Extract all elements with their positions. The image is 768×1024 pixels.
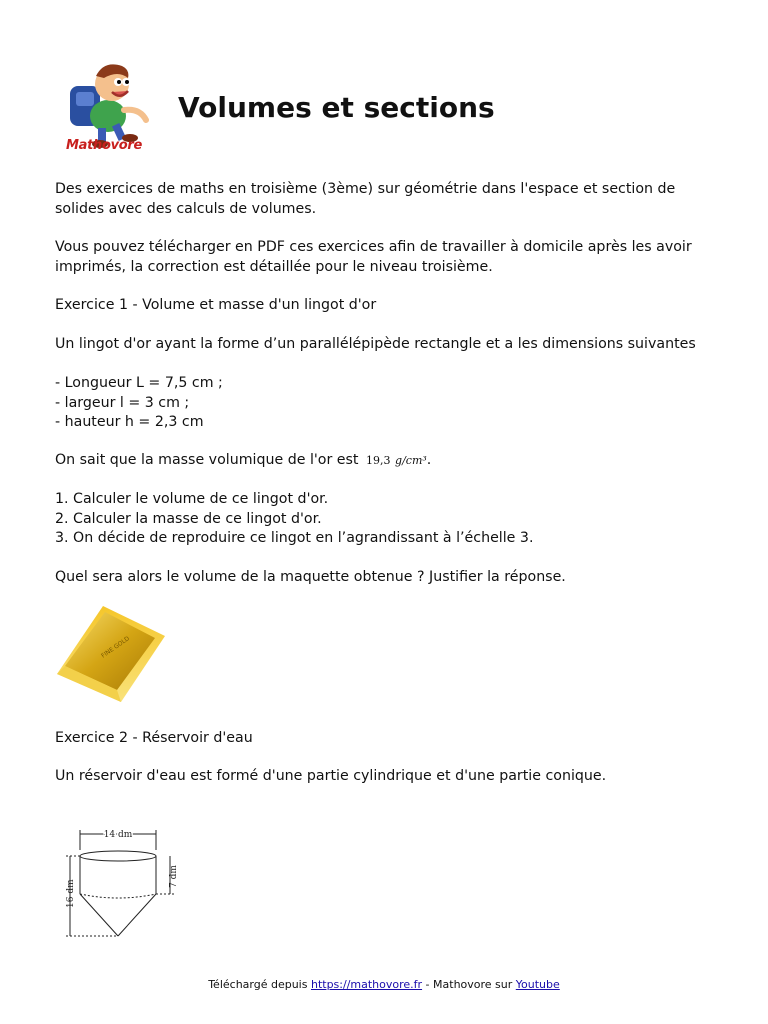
exercise1-statement: Un lingot d'or ayant la forme d’un parallélépipède rectangle et a les dimensions suivantes xyxy=(55,336,696,352)
question-item: 3. On décide de reproduire ce lingot en l’agrandissant à l’échelle 3. xyxy=(55,530,534,546)
question-item: 1. Calculer le volume de ce lingot d'or. xyxy=(55,491,329,507)
exercise2-heading: Exercice 2 - Réservoir d'eau xyxy=(55,730,253,746)
youtube-link[interactable]: Youtube xyxy=(515,978,560,991)
density-text: On sait que la masse volumique de l'or est xyxy=(55,452,359,468)
dimension-item: - hauteur h = 2,3 cm xyxy=(55,414,204,430)
text-line: imprimés, la correction est détaillée pour le niveau troisième. xyxy=(55,258,493,275)
svg-text:FINE GOLD: FINE GOLD xyxy=(100,635,131,660)
mathovore-link[interactable]: https://mathovore.fr xyxy=(310,978,423,991)
exercise1-density xyxy=(55,451,715,471)
text-line: Vous pouvez télécharger en PDF ces exercices afin de travailler à domicile après les avoir xyxy=(55,239,692,255)
diagram-width-label: 14 dm xyxy=(103,830,133,840)
intro-paragraph-1 xyxy=(55,180,715,219)
reservoir-figure xyxy=(60,826,190,946)
intro-paragraph-2 xyxy=(55,238,715,277)
footer-middle: - Mathovore sur xyxy=(422,978,516,991)
exercise1-questions xyxy=(55,490,715,549)
exercise1-final-question: Quel sera alors le volume de la maquette obtenue ? Justifier la réponse. xyxy=(55,569,566,585)
diagram-height-label: 16 dm xyxy=(66,879,76,908)
density-value: 19,3 xyxy=(366,454,391,467)
density-unit: g/cm³ xyxy=(395,454,427,467)
dimension-item: - Longueur L = 7,5 cm ; xyxy=(55,375,223,391)
question-item: 2. Calculer la masse de ce lingot d'or. xyxy=(55,510,322,527)
exercise1-heading: Exercice 1 - Volume et masse d'un lingot d'or xyxy=(55,297,377,313)
mathovore-logo xyxy=(60,58,165,158)
footer-prefix: Téléchargé depuis xyxy=(208,978,311,991)
gold-ingot-image xyxy=(55,602,165,712)
exercise1-dimensions xyxy=(55,374,715,433)
logo-text: Mathovore xyxy=(66,138,143,153)
gold-ingot-icon xyxy=(55,602,165,712)
reservoir-diagram xyxy=(60,826,190,946)
dimension-item: - largeur l = 3 cm ; xyxy=(55,394,190,411)
exercise2-statement: Un réservoir d'eau est formé d'une partie cylindrique et d'une partie conique. xyxy=(55,768,607,784)
text-line: solides avec des calculs de volumes. xyxy=(55,200,317,217)
footer xyxy=(0,978,768,992)
text-line: Des exercices de maths en troisième (3ème) sur géométrie dans l'espace et section de xyxy=(55,181,676,197)
diagram-cyl-height-label: 7 dm xyxy=(169,865,179,888)
density-end: . xyxy=(426,452,432,468)
page-title: Volumes et sections xyxy=(178,91,495,124)
